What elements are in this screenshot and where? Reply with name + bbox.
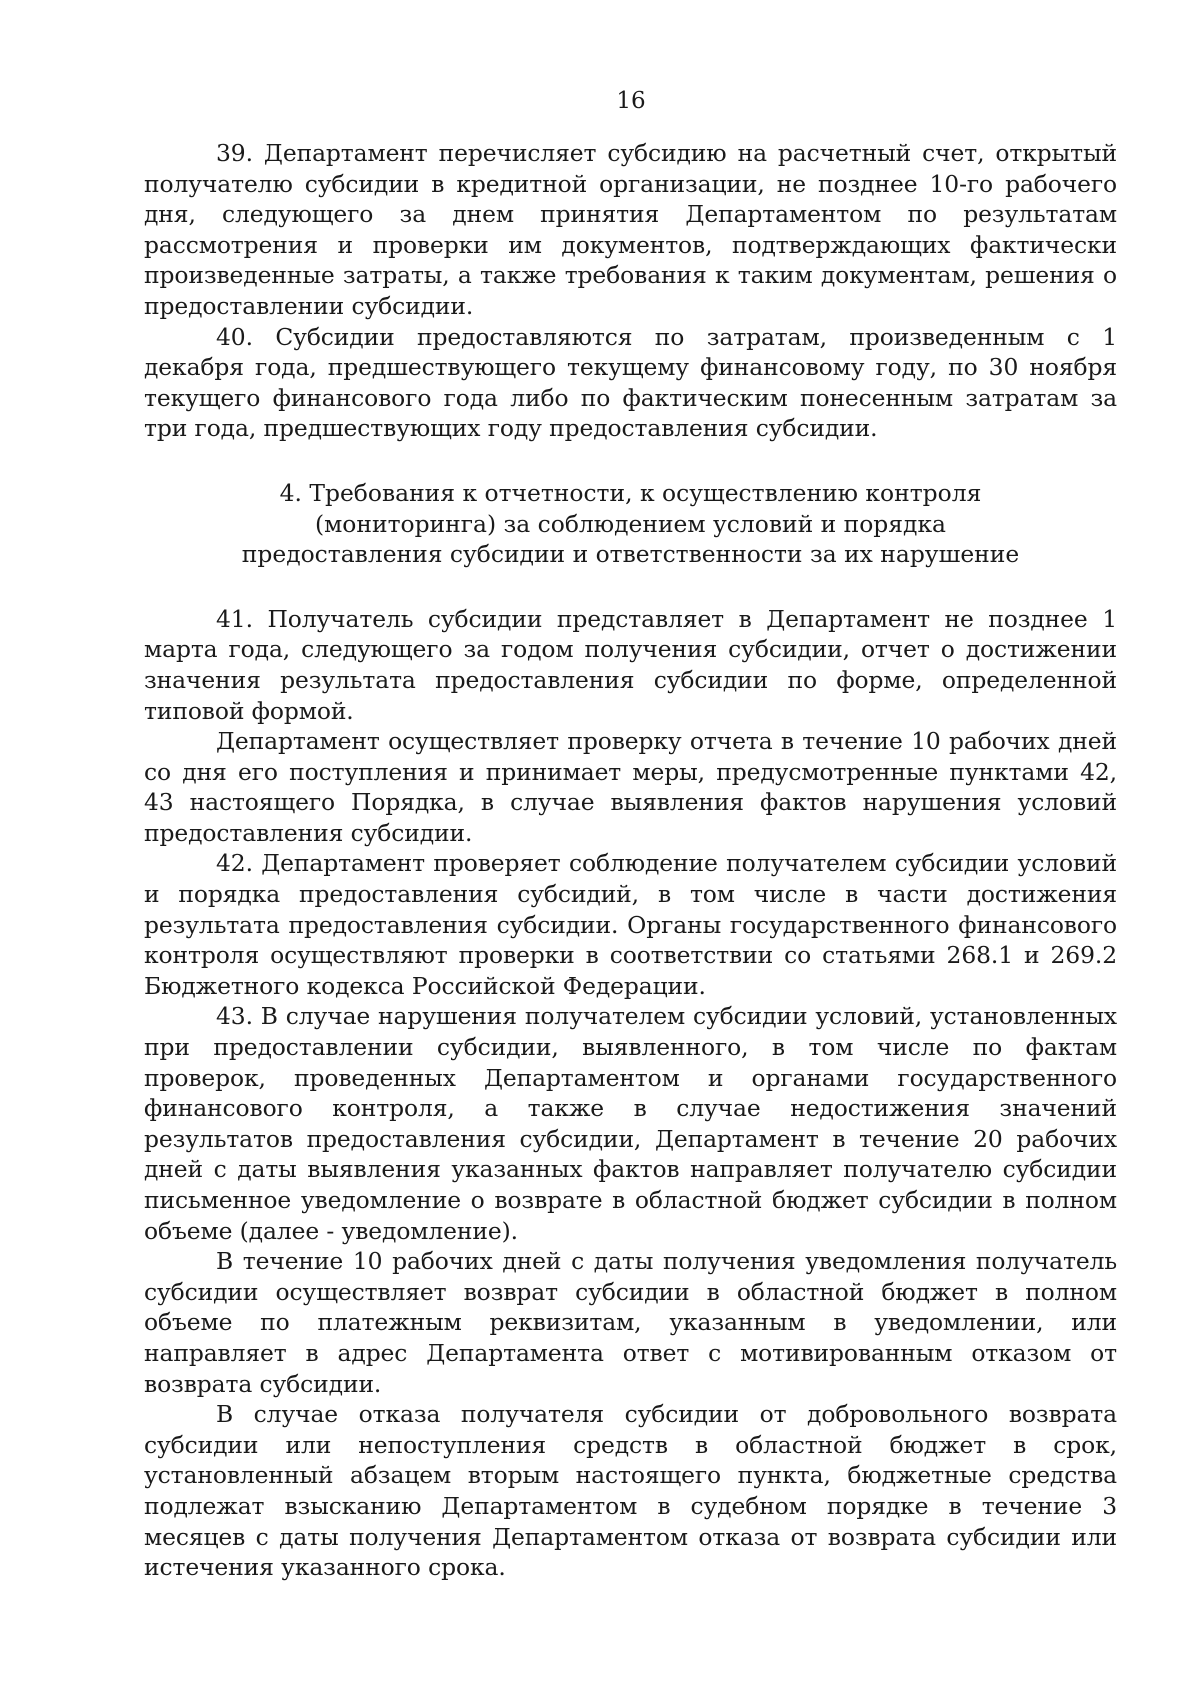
paragraph-41-check: Департамент осуществляет проверку отчета в течение 10 рабочих дней со дня его поступления и принимает меры, предусмотренные пунктами 42, 43 настоящего Порядка, в случае выявления фактов нарушения условий предоставления субсидии. [144, 727, 1117, 847]
section-heading [144, 478, 1117, 570]
section-heading-line: (мониторинга) за соблюдением условий и порядка [314, 509, 947, 538]
paragraph-41: 41. Получатель субсидии представляет в Департамент не позднее 1 марта года, следующего за годом получения субсидии, отчет о достижении значения результата предоставления субсидии по форме, определенной типовой формой. [144, 604, 1117, 725]
section-heading-line: предоставления субсидии и ответственности за их нарушение [241, 540, 1020, 569]
paragraph-42: 42. Департамент проверяет соблюдение получателем субсидии условий и порядка предоставления субсидий, в том числе в части достижения результата предоставления субсидии. Органы государственного финансового контроля осуществляют проверки в соответствии со статьями 268.1 и 269.2 Бюджетного кодекса Российской Федерации. [144, 849, 1117, 1000]
paragraph-43-refusal: В случае отказа получателя субсидии от добровольного возврата субсидии или непоступления средств в областной бюджет в срок, установленный абзацем вторым настоящего пункта, бюджетные средства подлежат взысканию Департаментом в судебном порядке в течение 3 месяцев с даты получения Департаментом отказа от возврата субсидии или истечения указанного срока. [144, 1400, 1117, 1582]
section-heading-line: 4. Требования к отчетности, к осуществлению контроля [279, 478, 982, 507]
paragraph-43: 43. В случае нарушения получателем субсидии условий, установленных при предоставлении субсидии, выявленного, в том числе по фактам проверок, проведенных Департаментом и органами государственного финансового контроля, а также в случае недостижения значений результатов предоставления субсидии, Департамент в течение 20 рабочих дней с даты выявления указанных фактов направляет получателю субсидии письменное уведомление о возврате в областной бюджет субсидии в полном объеме (далее - уведомление). [144, 1002, 1117, 1245]
paragraph-39: 39. Департамент перечисляет субсидию на расчетный счет, открытый получателю субсидии в кредитной организации, не позднее 10-го рабочего дня, следующего за днем принятия Департаментом по результатам рассмотрения и проверки им документов, подтверждающих фактически произведенные затраты, а также требования к таким документам, решения о предоставлении субсидии. [144, 139, 1117, 320]
document-body [144, 138, 1117, 1583]
page-number: 16 [616, 88, 646, 114]
paragraph-40: 40. Субсидии предоставляются по затратам, произведенным с 1 декабря года, предшествующего текущему финансовому году, по 30 ноября текущего финансового года либо по фактическим понесенным затратам за три года, предшествующих году предоставления субсидии. [144, 322, 1117, 443]
paragraph-43-refund: В течение 10 рабочих дней с даты получения уведомления получатель субсидии осуществляет возврат субсидии в областной бюджет в полном объеме по платежным реквизитам, указанным в уведомлении, или направляет в адрес Департамента ответ с мотивированным отказом от возврата субсидии. [144, 1247, 1117, 1398]
